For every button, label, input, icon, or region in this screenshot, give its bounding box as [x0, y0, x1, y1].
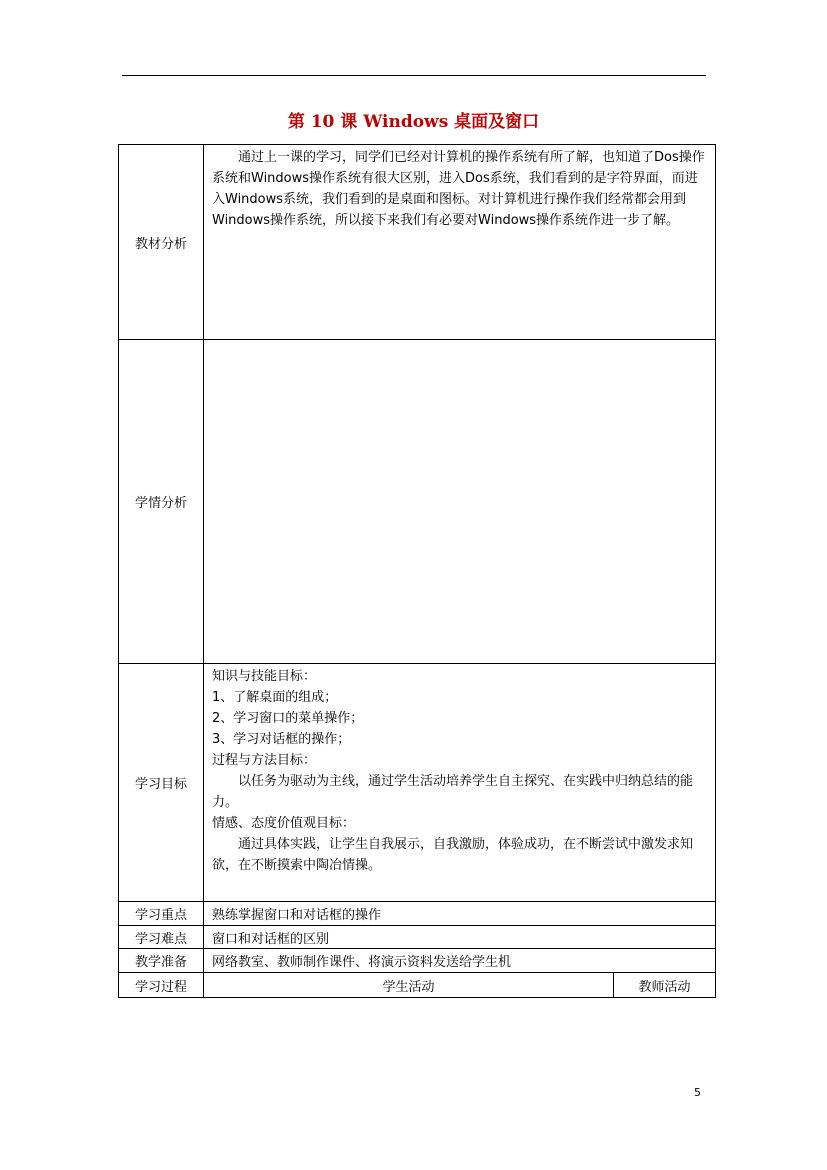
situation-content — [204, 340, 716, 664]
focus-text: 熟练掌握窗口和对话框的操作 — [204, 902, 716, 926]
row-label-process: 学习过程 — [119, 973, 204, 998]
objective-item: 2、学习窗口的菜单操作； — [212, 711, 364, 726]
lesson-plan-table — [118, 144, 716, 998]
knowledge-heading: 知识与技能目标： — [212, 669, 317, 684]
table-row-focus — [119, 902, 716, 926]
table-row-difficulty — [119, 926, 716, 949]
page-title: 第 10 课 Windows 桌面及窗口 — [287, 112, 540, 132]
row-label-preparation: 教学准备 — [119, 949, 204, 973]
table-row-objectives — [119, 664, 716, 902]
attitude-text: 通过具体实践，让学生自我展示，自我激励，体验成功，在不断尝试中激发求知欲，在不断摸索中陶冶情操。 — [212, 837, 694, 873]
attitude-heading: 情感、态度价值观目标： — [212, 816, 356, 831]
row-label-situation: 学情分析 — [119, 340, 204, 664]
objective-item: 1、了解桌面的组成； — [212, 690, 338, 705]
process-text: 以任务为驱动为主线，通过学生活动培养学生自主探究、在实践中归纳总结的能力。 — [212, 774, 694, 810]
objectives-content — [204, 664, 716, 902]
analysis-content — [204, 145, 716, 340]
row-label-analysis: 教材分析 — [119, 145, 204, 340]
row-label-objectives: 学习目标 — [119, 664, 204, 902]
preparation-text: 网络教室、教师制作课件、将演示资料发送给学生机 — [204, 949, 716, 973]
table-row-situation — [119, 340, 716, 664]
page-number: 5 — [694, 1086, 701, 1099]
table-row-analysis — [119, 145, 716, 340]
process-heading: 过程与方法目标： — [212, 753, 317, 768]
objective-item: 3、学习对话框的操作； — [212, 732, 351, 747]
row-label-difficulty: 学习难点 — [119, 926, 204, 949]
header-rule — [122, 75, 706, 76]
table-row-process — [119, 973, 716, 998]
row-label-focus: 学习重点 — [119, 902, 204, 926]
analysis-text: 通过上一课的学习，同学们已经对计算机的操作系统有所了解，也知道了Dos操作系统和Windows操作系统有很大区别，进入Dos系统，我们看到的是字符界面，而进入Windows系统，我们看到的是桌面和图标。对计算机进行操作我们经常都会用到Windows操作系统，所以接下来我们有必要对Windows操作系统作进一步了解。 — [212, 150, 705, 228]
difficulty-text: 窗口和对话框的区别 — [204, 926, 716, 949]
table-row-preparation — [119, 949, 716, 973]
teacher-activity-header: 教师活动 — [614, 973, 716, 998]
student-activity-header: 学生活动 — [204, 973, 614, 998]
